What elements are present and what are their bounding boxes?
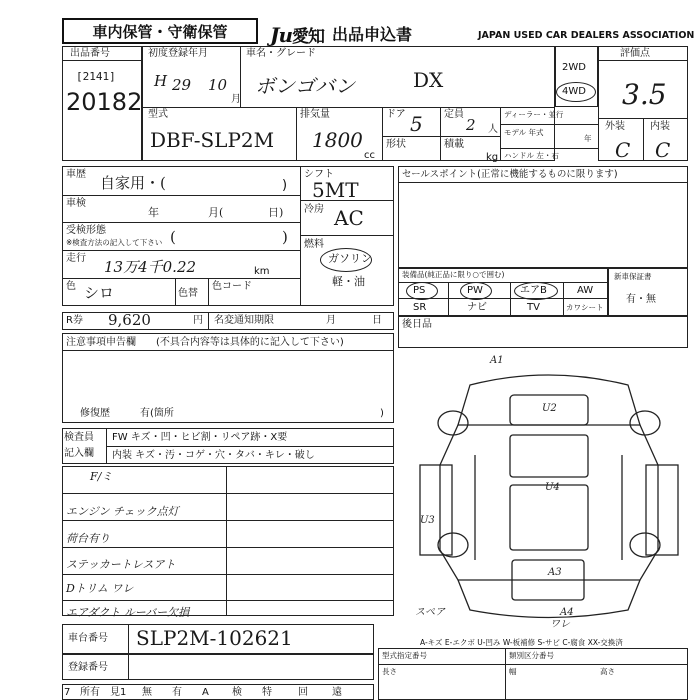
name-change-label: 名変通知期限 bbox=[214, 315, 274, 326]
bottom-5: A bbox=[202, 687, 209, 698]
name-change-month: 月 bbox=[326, 315, 336, 326]
type-spec-label: 型式指定番号 bbox=[382, 651, 427, 660]
note-line-1[interactable]: エンジン チェック点灯 bbox=[66, 505, 179, 518]
name-change-day: 日 bbox=[372, 315, 382, 326]
drive-4wd: 4WD bbox=[562, 86, 586, 97]
mark-a1: A1 bbox=[490, 355, 504, 366]
equip-sr[interactable]: SR bbox=[413, 302, 427, 313]
car-grade[interactable]: DX bbox=[413, 68, 444, 92]
capacity-value[interactable]: 2 bbox=[466, 116, 476, 134]
bottom-4: 有 bbox=[172, 687, 182, 698]
capacity-unit: 人 bbox=[488, 124, 498, 135]
bottom-row bbox=[62, 684, 374, 700]
registration-month[interactable]: 10 bbox=[208, 76, 228, 94]
registration-era: H bbox=[154, 72, 168, 90]
equip-tv[interactable]: TV bbox=[527, 302, 540, 313]
mark-spare: スペア bbox=[415, 607, 445, 618]
sales-point-label: セールスポイント(正常に機能するものに限ります) bbox=[402, 169, 618, 180]
length-label: 長さ bbox=[382, 667, 397, 676]
mileage-value[interactable]: 13万4千0.22 bbox=[104, 258, 197, 276]
handle-label: ハンドル 左・右 bbox=[504, 151, 559, 160]
bottom-8: 回 bbox=[298, 687, 308, 698]
mark-a3: A3 bbox=[548, 567, 562, 578]
registration-year[interactable]: 29 bbox=[172, 76, 192, 94]
repair-value: 有(箇所 bbox=[140, 408, 174, 419]
color-tone-label: 色替 bbox=[178, 288, 198, 299]
equip-airbag-circle bbox=[514, 282, 558, 300]
fuel-options: 軽・油 bbox=[332, 275, 365, 288]
inspection-month[interactable]: 月( bbox=[208, 206, 224, 219]
note-line-4[interactable]: Dトリム ワレ bbox=[66, 582, 134, 595]
mileage-label: 走行 bbox=[66, 253, 86, 264]
inspection-year[interactable]: 年 bbox=[148, 206, 159, 219]
car-damage-diagram bbox=[400, 345, 695, 635]
inspector-label: 検査員 bbox=[64, 432, 94, 443]
mark-crack: ワレ bbox=[550, 619, 570, 630]
equip-pw-circle bbox=[460, 282, 492, 300]
shift-value[interactable]: 5MT bbox=[312, 178, 359, 202]
diagram-legend: A-キズ E-エクボ U-凹み W-板補修 S-サビ C-腐食 XX-交換済 bbox=[420, 638, 623, 647]
displacement-label: 排気量 bbox=[300, 109, 330, 120]
bottom-9: 遠 bbox=[332, 687, 342, 698]
inspection-day[interactable]: 日) bbox=[268, 206, 284, 219]
doors-value[interactable]: 5 bbox=[410, 112, 423, 136]
inspection-method-open: ( bbox=[170, 228, 176, 246]
bottom-7: 特 bbox=[262, 687, 272, 698]
car-rear-outline bbox=[458, 580, 640, 618]
bottom-0: 7 bbox=[64, 687, 71, 698]
mark-u4: U4 bbox=[545, 482, 560, 493]
mileage-unit: km bbox=[254, 266, 270, 277]
history-label: 車歴 bbox=[66, 169, 86, 180]
notes-label: 注意事項申告欄 bbox=[66, 337, 136, 348]
inspection-method-note: ※検査方法の記入して下さい bbox=[66, 238, 163, 247]
shift-label: シフト bbox=[304, 169, 334, 180]
after-market-label: 後日品 bbox=[402, 319, 432, 330]
bottom-1: 所有 bbox=[80, 687, 100, 698]
inspector-fw-row: FW キズ・凹・ヒビ割・リペア跡・X要 bbox=[112, 432, 288, 443]
capacity-label: 定員 bbox=[444, 109, 464, 120]
inspection-label: 車検 bbox=[66, 198, 86, 209]
reg-number-label: 登録番号 bbox=[68, 662, 108, 673]
notes-sub: (不具合内容等は具体的に記入して下さい) bbox=[156, 337, 344, 348]
car-body-outline bbox=[440, 425, 658, 580]
note-line-2[interactable]: 荷台有り bbox=[66, 532, 110, 545]
equip-ps-circle bbox=[406, 282, 438, 300]
score-value[interactable]: 3.5 bbox=[622, 78, 667, 111]
car-roof bbox=[510, 485, 588, 550]
exterior-grade[interactable]: C bbox=[615, 138, 631, 162]
note-line-5[interactable]: エアダクト ルーバー欠損 bbox=[66, 606, 190, 619]
storage-type-box bbox=[62, 18, 258, 44]
inspector-interior-row: 内装 キズ・汚・コゲ・穴・タバ・キレ・破し bbox=[112, 450, 315, 461]
bottom-6: 検 bbox=[232, 687, 242, 698]
ac-value[interactable]: AC bbox=[334, 206, 364, 230]
fuel-label: 燃料 bbox=[304, 239, 324, 250]
model-year-label: モデル 年式 bbox=[504, 128, 544, 137]
car-right-doors bbox=[646, 465, 678, 555]
repair-close: ) bbox=[380, 408, 384, 419]
wheel-front-right bbox=[630, 411, 660, 435]
equip-navi[interactable]: ナビ bbox=[467, 302, 487, 313]
reg-number-box bbox=[62, 654, 374, 680]
history-close: ) bbox=[282, 178, 288, 193]
score-label: 評価点 bbox=[620, 48, 650, 59]
width-label: 幅 bbox=[509, 667, 517, 676]
weight-unit: kg bbox=[486, 152, 499, 163]
equip-pw[interactable]: PW bbox=[467, 285, 483, 296]
car-name[interactable]: ボンゴバン bbox=[255, 74, 355, 98]
color-code-label: 色コード bbox=[212, 281, 252, 292]
chassis-label: 車台番号 bbox=[68, 633, 108, 644]
exterior-label: 外装 bbox=[605, 121, 625, 132]
ju-logo: Ju愛知 bbox=[270, 23, 325, 47]
recycle-label: R券 bbox=[66, 315, 83, 326]
interior-label: 内装 bbox=[650, 121, 670, 132]
color-label: 色 bbox=[66, 281, 76, 292]
car-left-doors bbox=[420, 465, 452, 555]
classification-label: 類別区分番号 bbox=[509, 651, 554, 660]
equipment-label: 装備品(純正品に限り○で囲む) bbox=[402, 270, 505, 279]
inspection-method-close: ) bbox=[282, 228, 288, 246]
color-value[interactable]: シロ bbox=[84, 284, 115, 302]
wheel-rear-left bbox=[438, 533, 468, 557]
mark-a4: A4 bbox=[560, 607, 574, 618]
displacement-value[interactable]: 1800 bbox=[312, 128, 363, 152]
mark-u3: U3 bbox=[420, 515, 435, 526]
equip-leather-seat[interactable]: カワシート bbox=[566, 303, 604, 312]
warranty-label: 新車保証書 bbox=[614, 272, 652, 281]
model-year-unit: 年 bbox=[584, 134, 592, 143]
equip-airbag[interactable]: エアB bbox=[520, 285, 547, 296]
drive-2wd: 2WD bbox=[562, 62, 586, 73]
drive-selected-circle bbox=[556, 82, 596, 102]
repair-label: 修復歴 bbox=[80, 408, 110, 419]
model-label: 型式 bbox=[148, 109, 168, 120]
registration-month-unit: 月 bbox=[231, 94, 241, 105]
note-line-3[interactable]: ステッカートレスアト bbox=[66, 558, 176, 571]
inspection-method-label: 受検形態 bbox=[66, 225, 106, 236]
wheel-front-left bbox=[438, 411, 468, 435]
warranty-options: 有・無 bbox=[626, 294, 656, 305]
mark-u2: U2 bbox=[542, 403, 557, 414]
ac-label: 冷房 bbox=[304, 204, 324, 215]
lot-number[interactable]: 20182 bbox=[66, 88, 143, 116]
car-windshield bbox=[510, 435, 588, 477]
shape-label: 形状 bbox=[386, 139, 406, 150]
chassis-value[interactable]: SLP2M-102621 bbox=[136, 626, 293, 650]
car-front-outline bbox=[458, 375, 640, 425]
after-market-box bbox=[398, 316, 688, 348]
bottom-3: 無 bbox=[142, 687, 152, 698]
lot-label: 出品番号 bbox=[70, 48, 110, 59]
form-title: 出品申込書 bbox=[332, 25, 413, 44]
inspector-entry-label: 記入欄 bbox=[64, 448, 94, 459]
interior-grade[interactable]: C bbox=[655, 138, 671, 162]
weight-label: 積載 bbox=[444, 139, 464, 150]
storage-type: 車内保管・守衛保管 bbox=[92, 22, 228, 41]
recycle-unit: 円 bbox=[193, 315, 203, 326]
recycle-value[interactable]: 9,620 bbox=[108, 311, 151, 329]
bottom-2: 見1 bbox=[110, 687, 127, 698]
dealer-label: ディーラー・並行 bbox=[504, 110, 564, 119]
registration-label: 初度登録年月 bbox=[148, 48, 208, 59]
wheel-rear-right bbox=[630, 533, 660, 557]
history-value[interactable]: 自家用・( bbox=[100, 174, 166, 192]
displacement-unit: cc bbox=[364, 150, 375, 161]
model-value[interactable]: DBF-SLP2M bbox=[150, 128, 275, 152]
equip-ps[interactable]: PS bbox=[413, 285, 426, 296]
car-name-label: 車名・グレード bbox=[246, 48, 316, 59]
org-english-name: JAPAN USED CAR DEALERS ASSOCIATION bbox=[478, 30, 695, 41]
fuel-selected[interactable]: ガソリン bbox=[328, 252, 372, 265]
lot-sub-number: [2141] bbox=[76, 70, 116, 83]
notes-header: F/ミ bbox=[90, 470, 113, 483]
equip-aw[interactable]: AW bbox=[577, 285, 594, 296]
doors-label: ドア bbox=[386, 109, 406, 120]
height-label: 高さ bbox=[600, 667, 615, 676]
